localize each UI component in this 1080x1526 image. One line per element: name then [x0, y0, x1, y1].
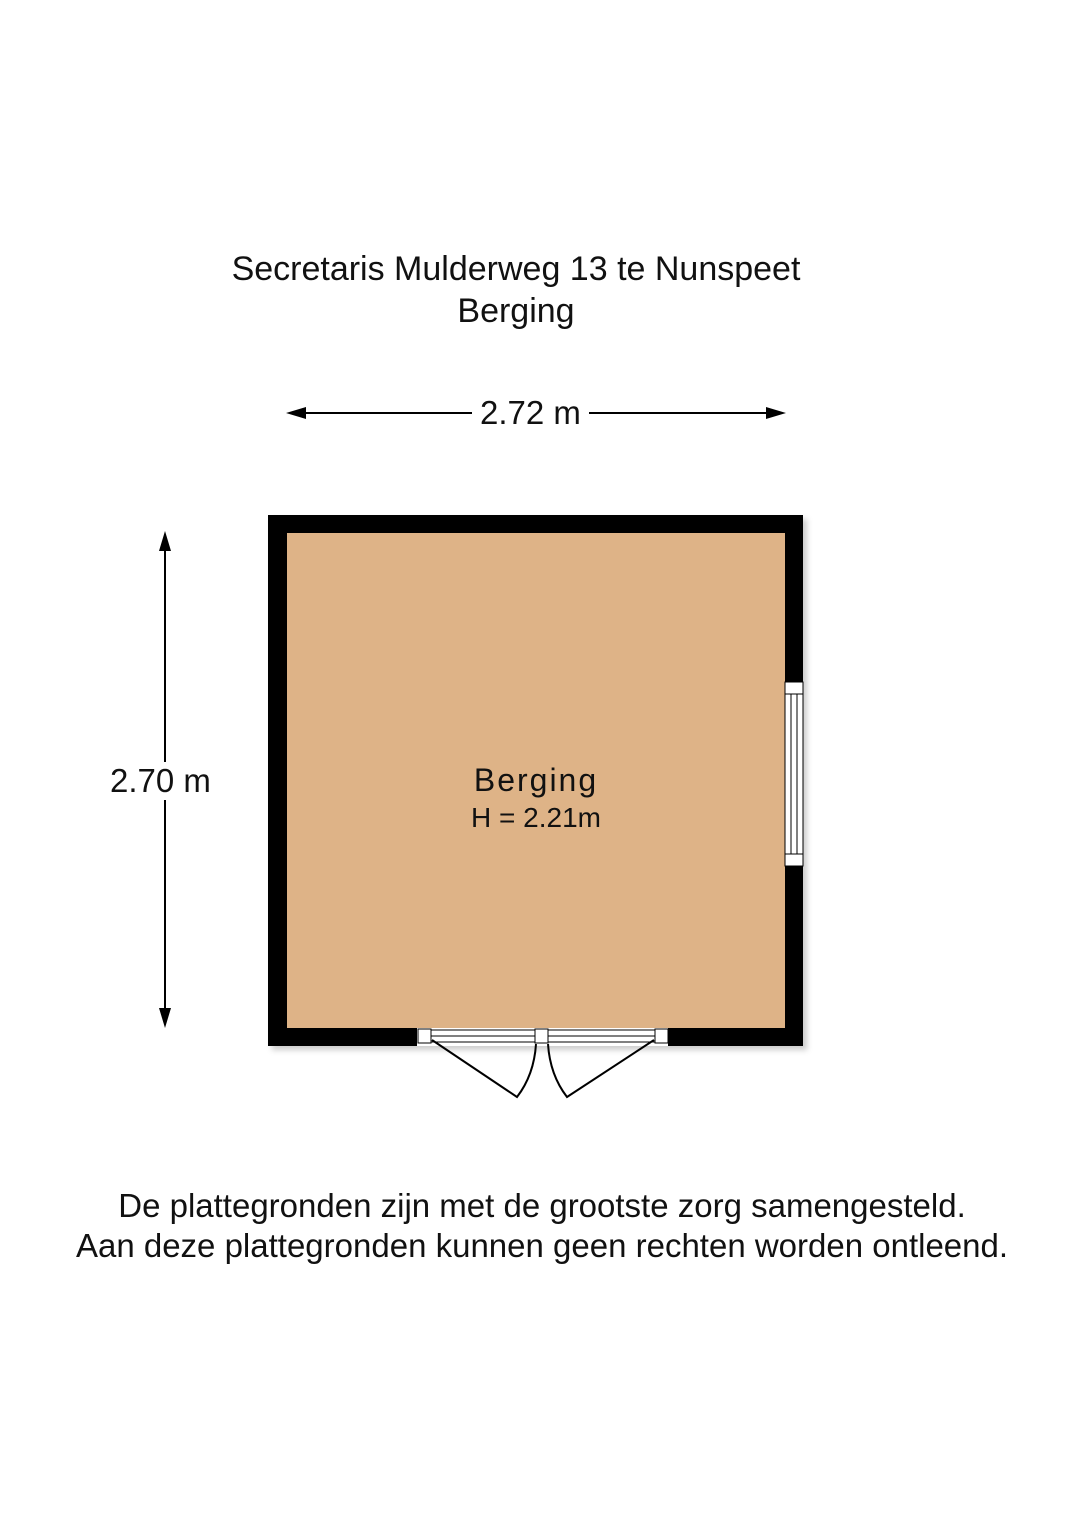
height-dimension-label: 2.70 m	[102, 762, 219, 800]
floor-title: Berging	[457, 292, 575, 330]
window	[785, 682, 803, 866]
room-name: Berging	[473, 762, 599, 798]
double-door	[417, 1028, 668, 1097]
room-height: H = 2.21m	[471, 802, 601, 833]
disclaimer-line-1: De plattegronden zijn met de grootste zorg samengesteld.	[118, 1187, 966, 1224]
disclaimer-line-2: Aan deze plattegronden kunnen geen rechten worden ontleend.	[75, 1227, 1009, 1264]
width-dimension-label: 2.72 m	[472, 394, 589, 432]
address-title: Secretaris Mulderweg 13 te Nunspeet	[231, 250, 801, 288]
